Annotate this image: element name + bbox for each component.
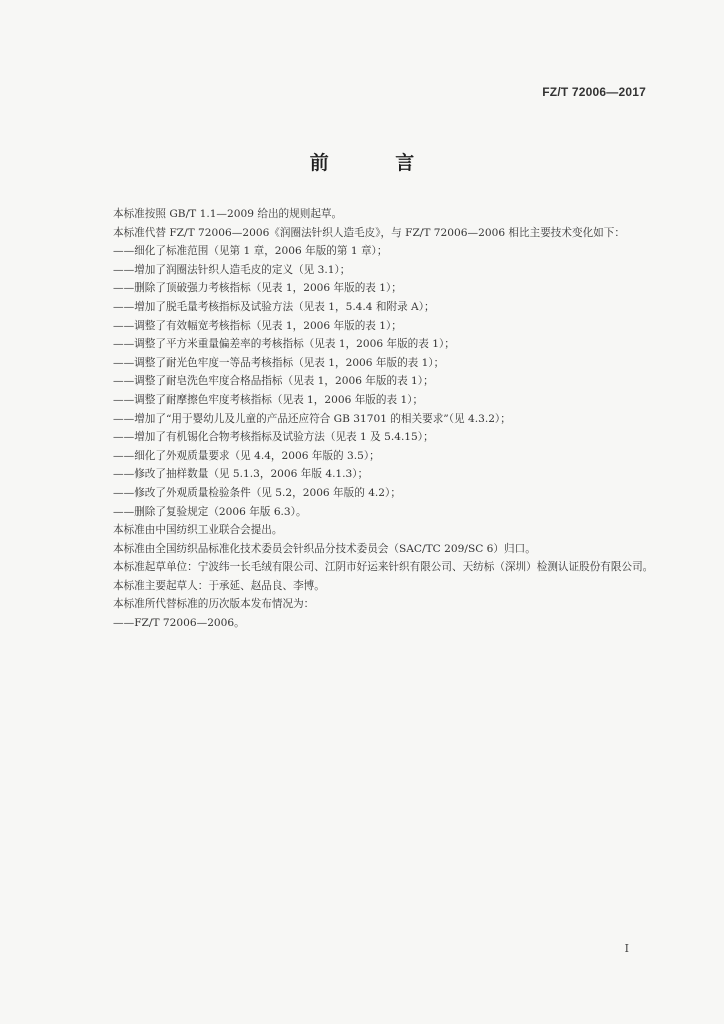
paragraph-replacement: 本标准代替 FZ/T 72006—2006《润圈法针织人造毛皮》，与 FZ/T 72006—2006 相比主要技术变化如下：	[113, 226, 625, 239]
page-number: I	[624, 942, 629, 955]
list-item: ——修改了抽样数量（见 5.1.3，2006 年版 4.1.3）；	[113, 468, 369, 481]
page-title: 前 言	[309, 152, 445, 174]
list-item: ——增加了有机锡化合物考核指标及试验方法（见表 1 及 5.4.15）；	[113, 431, 434, 444]
list-item: ——调整了平方米重量偏差率的考核指标（见表 1，2006 年版的表 1）；	[113, 338, 455, 351]
list-item: ——调整了有效幅宽考核指标（见表 1，2006 年版的表 1）；	[113, 319, 402, 332]
list-item: ——增加了脱毛量考核指标及试验方法（见表 1，5.4.4 和附录 A）；	[113, 300, 435, 313]
list-item: ——调整了耐光色牢度一等品考核指标（见表 1，2006 年版的表 1）；	[113, 356, 445, 369]
paragraph-main-drafters: 本标准主要起草人：于承延、赵品良、李博。	[113, 579, 325, 592]
standard-code: FZ/T 72006—2017	[542, 85, 646, 99]
list-item: ——修改了外观质量检验条件（见 5.2，2006 年版的 4.2）；	[113, 486, 401, 499]
paragraph-drafting-rules: 本标准按照 GB/T 1.1—2009 给出的规则起草。	[113, 208, 343, 220]
list-item: ——增加了润圈法针织人造毛皮的定义（见 3.1）；	[113, 263, 351, 276]
paragraph-drafting-organizations: 本标准起草单位：宁波纬一长毛绒有限公司、江阴市好运来针织有限公司、天纺标（深圳）检测认证股份有限公司。	[113, 561, 654, 574]
list-item: ——细化了标准范围（见第 1 章，2006 年版的第 1 章）；	[113, 245, 388, 258]
paragraph-technical-committee: 本标准由全国纺织品标准化技术委员会针织品分技术委员会（SAC/TC 209/SC 6）归口。	[113, 542, 536, 555]
list-item: ——增加了“用于婴幼儿及儿童的产品还应符合 GB 31701 的相关要求”（见 4.3.2）；	[113, 412, 511, 425]
paragraph-proposer: 本标准由中国纺织工业联合会提出。	[113, 524, 283, 537]
change-list	[92, 242, 654, 521]
list-item: ——删除了复验规定（2006 年版 6.3）。	[113, 505, 307, 518]
paragraph-version-history: 本标准所代替标准的历次版本发布情况为：	[113, 598, 315, 611]
list-item: ——调整了耐摩擦色牢度考核指标（见表 1，2006 年版的表 1）；	[113, 393, 424, 406]
foreword-body	[92, 205, 654, 633]
paragraph-previous-version: ——FZ/T 72006—2006。	[113, 617, 245, 630]
list-item: ——细化了外观质量要求（见 4.4，2006 年版的 3.5）；	[113, 449, 380, 462]
list-item: ——调整了耐皂洗色牢度合格品指标（见表 1，2006 年版的表 1）；	[113, 375, 434, 388]
list-item: ——删除了顶破强力考核指标（见表 1，2006 年版的表 1）；	[113, 282, 402, 295]
